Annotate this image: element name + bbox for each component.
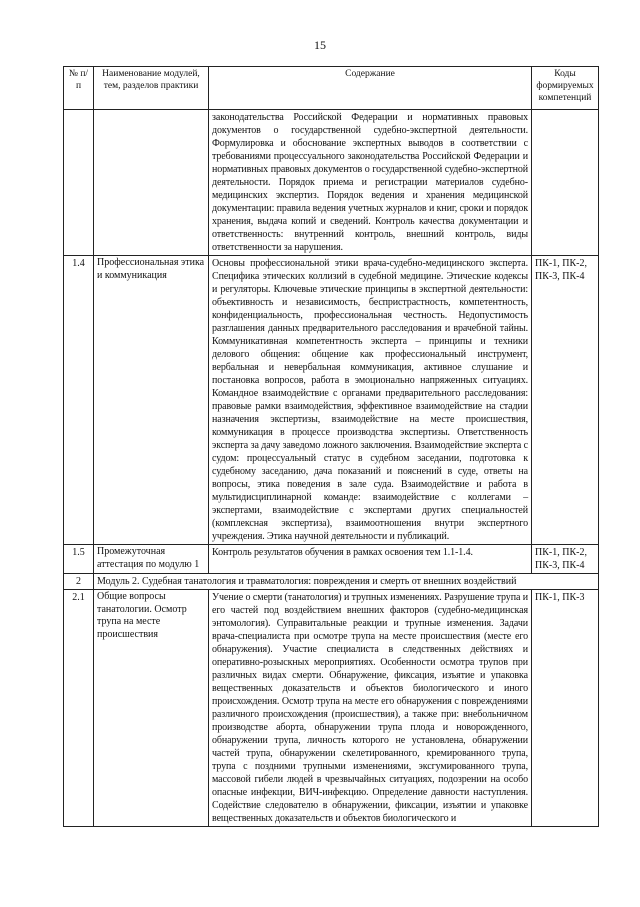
- row-name: Промежуточная аттестация по модулю 1: [94, 545, 209, 574]
- row-codes: ПК-1, ПК-3: [532, 590, 599, 827]
- row-codes: ПК-1, ПК-2, ПК-3, ПК-4: [532, 545, 599, 574]
- table-row: [64, 545, 599, 574]
- row-num: 2.1: [64, 590, 94, 827]
- row-num: 1.4: [64, 256, 94, 545]
- row-codes: ПК-1, ПК-2, ПК-3, ПК-4: [532, 256, 599, 545]
- row-codes: [532, 110, 599, 256]
- row-content: Учение о смерти (танатология) и трупных изменениях. Разрушение трупа и его частей под воздействием внешних факторов (судебно-медицинская энтомология). Суправитальные реакции и трупные изменения. Задачи врача-специалиста при осмотре трупа на месте происшествия (месте его обнаружения). Участие специалиста в следственных действиях и оперативно-розыскных мероприятиях. Особенности осмотра трупов при различных видах смерти. Обнаружение, фиксация, изъятие и упаковка вещественных доказательств и объектов биологического и иного происхождения. Осмотр трупа на месте его обнаружения с повреждениями различного происхождения (происшествия), а также при: внебольничном производстве аборта, обнаружении трупа плода и новорожденного, обнаружении трупа, личность которого не установлена, обнаружении частей трупа, обнаружении скелетированного, кремированного трупа, трупа с поздними трупными изменениями, эксгумированного трупа, массовой гибели людей в чрезвычайных ситуациях, подозрении на особо опасные инфекции, ВИЧ-инфекцию. Определение давности наступления. Содействие следователю в обнаружении, фиксации, изъятии и упаковке вещественных доказательств и объектов биологического и: [209, 590, 532, 827]
- module-title: Модуль 2. Судебная танатология и травматология: повреждения и смерть от внешних воздействий: [94, 574, 599, 590]
- header-content: Содержание: [209, 67, 532, 110]
- module-row: [64, 574, 599, 590]
- table-row: [64, 590, 599, 827]
- row-name: Профессиональная этика и коммуникация: [94, 256, 209, 545]
- curriculum-table: [63, 66, 599, 827]
- row-num: [64, 110, 94, 256]
- row-name: [94, 110, 209, 256]
- module-num: 2: [64, 574, 94, 590]
- table-header-row: [64, 67, 599, 110]
- page-number: 15: [314, 38, 326, 52]
- header-name: Наименование модулей, тем, разделов практики: [94, 67, 209, 110]
- header-codes: Коды формируемых компетенций: [532, 67, 599, 110]
- row-content: законодательства Российской Федерации и нормативных правовых документов о государственной судебно-экспертной деятельности. Формулировка и обоснование экспертных выводов в соответствии с требованиями процессуального законодательства Российской Федерации и нормативных правовых документов о государственной судебно-экспертной деятельности. Порядок приема и регистрации материалов судебно-медицинских экспертиз. Порядок ведения и хранения медицинской документации: правила ведения учетных журналов и книг, сроки и порядок хранения, выдача копий и сведений. Контроль качества документации и ответственность: внутренний контроль, внешний контроль, виды ответственности за нарушения.: [209, 110, 532, 256]
- row-content: Контроль результатов обучения в рамках освоения тем 1.1-1.4.: [209, 545, 532, 574]
- row-content: Основы профессиональной этики врача-судебно-медицинского эксперта. Специфика этических коллизий в судебной медицине. Этические кодексы и регуляторы. Ключевые этические принципы в экспертной деятельности: объективность и независимость, беспристрастность, компетентность, конфиденциальность, профессиональная честность. Недопустимость разглашения данных предварительного расследования и врачебной тайны. Коммуникативная компетентность эксперта – принципы и техники делового общения: общение как профессиональный инструмент, вербальная и невербальная коммуникация, активное слушание и постановка вопросов, работа в эмоционально напряженных ситуациях. Командное взаимодействие с органами предварительного расследования: правовые рамки взаимодействия, эффективное взаимодействие на стадии назначения экспертизы, взаимодействие на месте происшествия, коммуникация в процессе производства экспертизы. Ответственность эксперта за дачу заведомо ложного заключения. Взаимодействие эксперта с судом: процессуальный статус в судебном заседании, подготовка к судебному заседанию, дача показаний и пояснений в суде, ответы на вопросы, этика поведения в зале суда. Взаимодействие и работа в мультидисциплинарной команде: взаимодействие с коллегами – экспертами, взаимодействие с экспертами других специальностей (комплексная экспертиза), взаимоотношения внутри экспертного учреждения. Этика научной деятельности и публикаций.: [209, 256, 532, 545]
- table-row: [64, 256, 599, 545]
- row-name: Общие вопросы танатологии. Осмотр трупа на месте происшествия: [94, 590, 209, 827]
- table-row: [64, 110, 599, 256]
- row-num: 1.5: [64, 545, 94, 574]
- header-num: № п/п: [64, 67, 94, 110]
